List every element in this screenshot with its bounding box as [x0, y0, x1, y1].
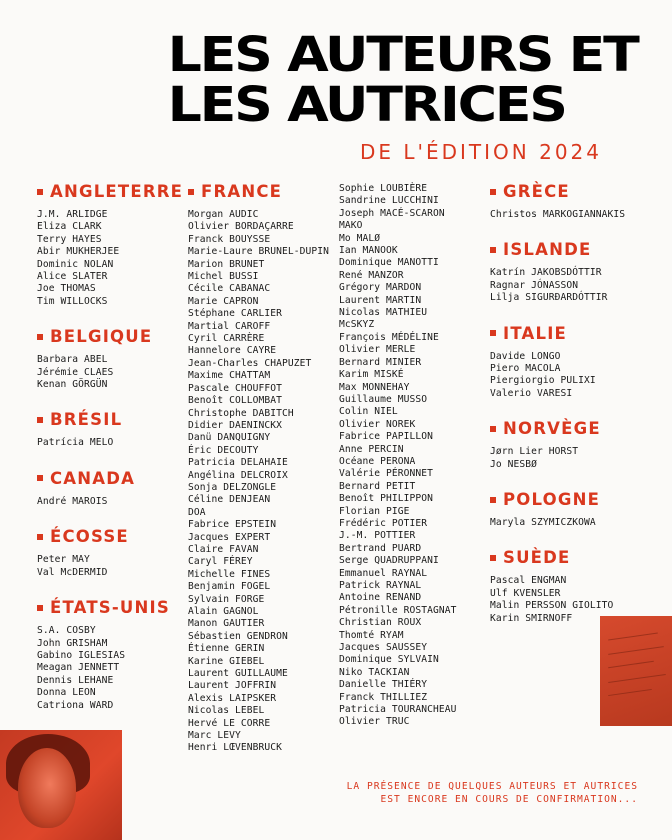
author-list	[188, 209, 339, 755]
author-name: Didier DAENINCKX	[188, 419, 283, 431]
author-name: J.-M. POTTIER	[339, 530, 416, 542]
country-label: SUÈDE	[503, 548, 571, 568]
author-name: Marie-Laure BRUNEL-DUPIN	[188, 246, 330, 258]
country-group-canada	[37, 469, 183, 508]
author-name: Alice SLATER	[37, 271, 108, 283]
author-list	[37, 354, 183, 391]
author-name: Fabrice PAPILLON	[339, 431, 434, 443]
square-bullet-icon	[490, 497, 496, 503]
author-name: Laurent GUILLAUME	[188, 668, 288, 680]
country-label: ANGLETERRE	[50, 182, 184, 201]
author-name: Piergiorgio PULIXI	[490, 375, 596, 387]
author-name: Jørn Lier HORST	[490, 446, 579, 458]
author-name: Malin PERSSON GIOLITO	[490, 600, 614, 612]
author-list	[37, 437, 183, 449]
page-title	[168, 27, 638, 133]
author-name: Hannelore CAYRE	[188, 345, 277, 357]
author-name: Patrick RAYNAL	[339, 580, 422, 591]
author-name: Angélina DELCROIX	[188, 469, 288, 481]
author-name: Bernard PETIT	[339, 480, 416, 492]
author-name: Sophie LOUBIÈRE	[339, 183, 428, 194]
author-name: Benoît PHILIPPON	[339, 493, 434, 505]
country-heading	[37, 327, 183, 346]
author-name: Éric DECOUTY	[188, 444, 259, 456]
author-name: Dominic NOLAN	[37, 258, 114, 270]
country-group-ecosse	[37, 527, 183, 579]
note-line-1: LA PRÉSENCE DE QUELQUES AUTEURS ET AUTRICES	[346, 781, 638, 792]
author-name: Pascal ENGMAN	[490, 575, 567, 587]
author-name: Gabino IGLESIAS	[37, 649, 126, 661]
author-name: Dominique SYLVAIN	[339, 654, 439, 666]
column-4	[490, 182, 625, 644]
author-name: Donna LEON	[37, 687, 96, 699]
author-name: Pascale CHOUFFOT	[188, 382, 283, 394]
author-name: Michelle FINES	[188, 568, 271, 580]
author-name: J.M. ARLIDGE	[37, 209, 108, 220]
author-name: Céline DENJEAN	[188, 494, 271, 506]
author-name: Alain GAGNOL	[188, 606, 259, 617]
author-name: Catriona WARD	[37, 699, 114, 711]
author-name: Océane PERONA	[339, 455, 416, 467]
author-name: Valérie PÉRONNET	[339, 468, 434, 480]
title-line-2: LES AUTRICES	[168, 77, 567, 133]
author-name: Thomté RYAM	[339, 629, 404, 641]
square-bullet-icon	[490, 555, 496, 561]
author-name: Barbara ABEL	[37, 354, 108, 366]
country-heading	[490, 490, 625, 509]
author-name: Alexis LAIPSKER	[188, 692, 277, 704]
author-name: Manon GAUTIER	[188, 618, 265, 630]
author-name: Grégory MARDON	[339, 282, 422, 294]
country-group-etats-unis	[37, 598, 183, 712]
manuscript-photo	[600, 616, 672, 726]
author-name: S.A. COSBY	[37, 625, 96, 637]
author-name: Val McDERMID	[37, 566, 108, 578]
column-1	[37, 182, 183, 731]
author-name: Christophe DABITCH	[188, 407, 294, 419]
country-label: NORVÈGE	[503, 419, 601, 439]
author-list	[490, 209, 625, 221]
author-name: John GRISHAM	[37, 637, 108, 649]
author-name: Anne PERCIN	[339, 443, 404, 455]
author-name: Tim WILLOCKS	[37, 295, 108, 307]
author-name: Stéphane CARLIER	[188, 308, 283, 320]
square-bullet-icon	[188, 189, 194, 195]
author-name: Davide LONGO	[490, 350, 561, 362]
country-group-suede	[490, 548, 625, 625]
title-line-1: LES AUTEURS ET	[168, 27, 638, 83]
portrait-photo	[0, 730, 122, 840]
square-bullet-icon	[490, 247, 496, 253]
author-list	[37, 554, 183, 579]
author-name: Michel BUSSI	[188, 271, 259, 283]
country-group-islande	[490, 240, 625, 304]
square-bullet-icon	[37, 334, 43, 340]
author-name: Claire FAVAN	[188, 543, 259, 555]
author-name: Cyril CARRÈRE	[188, 333, 265, 345]
author-list	[490, 517, 625, 529]
author-name: McSKYZ	[339, 319, 375, 331]
author-name: Mo MALØ	[339, 232, 381, 244]
author-name: Max MONNEHAY	[339, 381, 410, 393]
author-name: Maxime CHATTAM	[188, 370, 271, 382]
country-group-italie	[490, 324, 625, 401]
note-line-2: EST ENCORE EN COURS DE CONFIRMATION...	[380, 794, 638, 805]
page-subtitle: DE L'ÉDITION 2024	[359, 140, 602, 164]
author-name: Bernard MINIER	[339, 356, 422, 368]
author-name: Franck THILLIEZ	[339, 691, 428, 703]
author-name: Marion BRUNET	[188, 258, 265, 270]
author-name: Jérémie CLAES	[37, 366, 114, 378]
author-name: Ian MANOOK	[339, 245, 398, 257]
author-name: Karim MISKÉ	[339, 369, 404, 381]
author-name: Katrín JAKOBSDÓTTIR	[490, 267, 602, 279]
author-name: Bertrand PUARD	[339, 542, 422, 554]
author-name: Meagan JENNETT	[37, 662, 120, 674]
author-name: Nicolas MATHIEU	[339, 307, 428, 319]
column-france	[188, 182, 489, 755]
country-label: ÉCOSSE	[50, 527, 129, 547]
author-name: Pétronille ROSTAGNAT	[339, 604, 457, 616]
author-list	[37, 625, 183, 712]
author-list	[490, 351, 625, 401]
author-name: Martial CAROFF	[188, 320, 271, 332]
author-name: Dominique MANOTTI	[339, 257, 439, 269]
country-label: CANADA	[50, 468, 136, 488]
author-list	[37, 209, 183, 308]
author-name: Nicolas LEBEL	[188, 705, 265, 717]
author-name: Patricia DELAHAIE	[188, 457, 288, 469]
author-name: Dennis LEHANE	[37, 674, 114, 686]
country-group-bresil	[37, 410, 183, 449]
portrait-face	[18, 748, 76, 828]
author-name: Ragnar JÓNASSON	[490, 279, 579, 291]
country-group-belgique	[37, 327, 183, 391]
author-name: Joseph MACÉ-SCARON	[339, 207, 445, 219]
author-name: Laurent MARTIN	[339, 294, 422, 306]
country-label: GRÈCE	[503, 182, 570, 201]
country-heading	[37, 410, 183, 429]
author-name: Étienne GERIN	[188, 643, 265, 655]
country-heading	[37, 182, 183, 201]
author-name: Valerio VARESI	[490, 387, 573, 399]
author-name: François MÉDÉLINE	[339, 331, 439, 343]
author-name: Marie CAPRON	[188, 295, 259, 307]
author-name: Henri LŒVENBRUCK	[188, 742, 283, 754]
author-name: Antoine RENAND	[339, 592, 422, 604]
author-name: Danü DANQUIGNY	[188, 432, 271, 444]
country-label: BRÉSIL	[50, 410, 123, 430]
author-name: Olivier NOREK	[339, 418, 416, 430]
author-name: Olivier TRUC	[339, 716, 410, 728]
author-name: Jean-Charles CHAPUZET	[188, 357, 312, 369]
square-bullet-icon	[37, 417, 43, 423]
author-name: Jo NESBØ	[490, 458, 538, 470]
confirmation-note	[347, 780, 638, 806]
author-name: Kenan GÖRGÜN	[37, 379, 108, 391]
author-name: Franck BOUYSSE	[188, 233, 271, 245]
author-name: René MANZOR	[339, 269, 404, 281]
author-name: Christian ROUX	[339, 617, 422, 629]
author-name: Terry HAYES	[37, 233, 102, 245]
author-name: Frédéric POTIER	[339, 517, 428, 529]
country-label: ÉTATS-UNIS	[50, 598, 170, 618]
author-name: Christos MARKOGIANNAKIS	[490, 209, 626, 220]
country-label: BELGIQUE	[50, 327, 153, 347]
author-name: Ulf KVENSLER	[490, 587, 561, 599]
country-heading	[490, 324, 625, 343]
author-name: Guillaume MUSSO	[339, 393, 428, 405]
author-name: Sylvain FORGE	[188, 593, 265, 605]
country-label: ITALIE	[503, 323, 568, 343]
country-heading	[490, 548, 625, 567]
author-name: Serge QUADRUPPANI	[339, 555, 439, 567]
author-name: Maryla SZYMICZKOWA	[490, 517, 596, 529]
country-group-pologne	[490, 490, 625, 529]
author-name: Hervé LE CORRE	[188, 717, 271, 729]
author-list	[490, 267, 625, 304]
author-name: Olivier MERLE	[339, 344, 416, 356]
author-name: Niko TACKIAN	[339, 666, 410, 678]
author-name: Lilja SIGURÐARDÓTTIR	[490, 292, 608, 304]
country-heading	[37, 527, 183, 546]
square-bullet-icon	[37, 534, 43, 540]
country-group-angleterre	[37, 182, 183, 308]
author-name: Sonja DELZONGLE	[188, 481, 277, 493]
author-name: Sébastien GENDRON	[188, 630, 288, 642]
author-list	[339, 183, 489, 755]
country-label: POLOGNE	[503, 490, 601, 510]
country-label: FRANCE	[201, 182, 283, 201]
author-name: Sandrine LUCCHINI	[339, 195, 439, 207]
country-heading	[490, 240, 625, 259]
author-name: Jacques SAUSSEY	[339, 642, 428, 654]
author-name: Eliza CLARK	[37, 221, 102, 233]
square-bullet-icon	[37, 605, 43, 611]
author-name: Karine GIEBEL	[188, 655, 265, 667]
author-name: Caryl FÉREY	[188, 556, 253, 568]
author-name: Colin NIEL	[339, 406, 398, 418]
author-name: Marc LEVY	[188, 730, 241, 742]
author-name: Patrícia MELO	[37, 437, 114, 449]
author-name: Joe THOMAS	[37, 283, 96, 295]
author-name: Karin SMIRNOFF	[490, 612, 573, 624]
author-name: Olivier BORDAÇARRE	[188, 221, 294, 233]
author-name: Benoît COLLOMBAT	[188, 395, 283, 407]
author-name: Emmanuel RAYNAL	[339, 567, 428, 579]
square-bullet-icon	[490, 330, 496, 336]
square-bullet-icon	[490, 189, 496, 195]
author-name: Cécile CABANAC	[188, 283, 271, 295]
author-list	[490, 446, 625, 471]
author-name: MAKO	[339, 220, 363, 232]
author-name: Fabrice EPSTEIN	[188, 519, 277, 531]
country-group-norvege	[490, 419, 625, 471]
author-name: Benjamin FOGEL	[188, 581, 271, 593]
author-name: Abir MUKHERJEE	[37, 246, 120, 258]
author-name: Laurent JOFFRIN	[188, 680, 277, 692]
author-name: Jacques EXPERT	[188, 531, 271, 543]
square-bullet-icon	[37, 189, 43, 195]
country-heading	[37, 598, 183, 617]
author-name: André MAROIS	[37, 495, 108, 507]
author-name: Patricia TOURANCHEAU	[339, 704, 457, 716]
country-heading	[490, 182, 625, 201]
square-bullet-icon	[37, 475, 43, 481]
country-label: ISLANDE	[503, 240, 592, 260]
author-name: Peter MAY	[37, 554, 90, 566]
author-name: Piero MACOLA	[490, 363, 561, 375]
author-list	[37, 496, 183, 508]
author-name: Florian PIGE	[339, 505, 410, 517]
author-name: DOA	[188, 506, 206, 518]
author-name: Danielle THIÉRY	[339, 679, 428, 691]
author-name: Morgan AUDIC	[188, 209, 259, 220]
country-group-grece	[490, 182, 625, 221]
square-bullet-icon	[490, 426, 496, 432]
country-heading	[37, 469, 183, 488]
country-heading	[490, 419, 625, 438]
